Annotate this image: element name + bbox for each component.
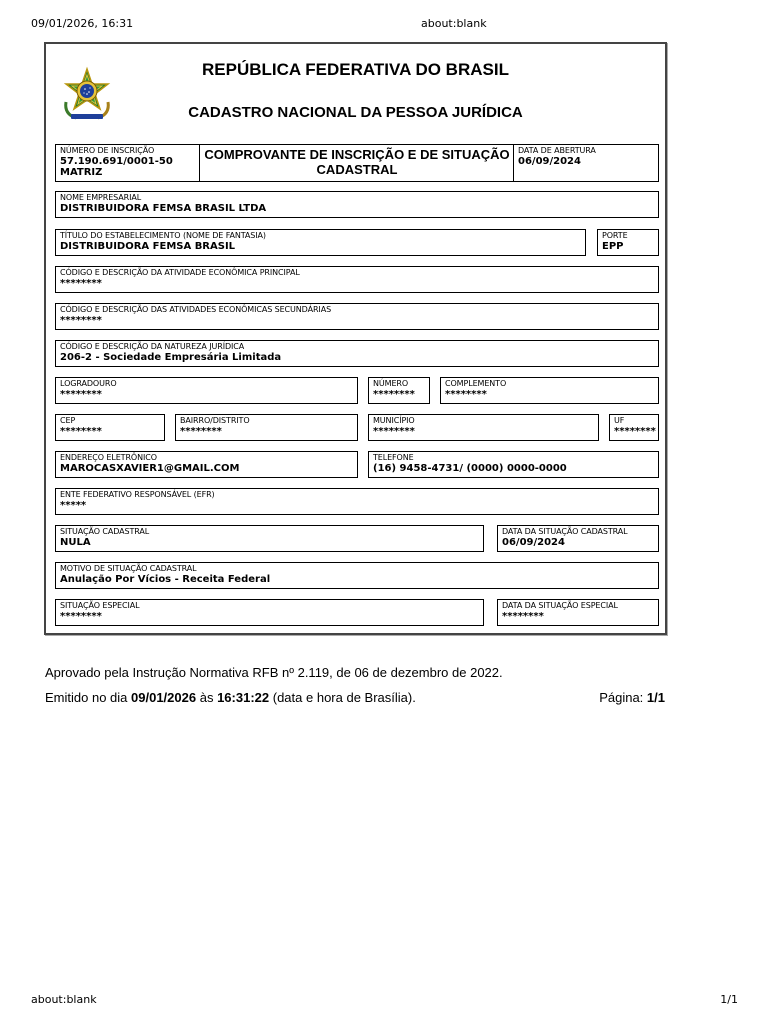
state-label: UF (614, 416, 625, 425)
legal-nature-label: CÓDIGO E DESCRIÇÃO DA NATUREZA JURÍDICA (60, 342, 245, 351)
secondary-activities-label: CÓDIGO E DESCRIÇÃO DAS ATIVIDADES ECONÔMICAS SECUNDÁRIAS (60, 305, 332, 314)
emission-note (45, 690, 416, 705)
registration-status-box (55, 525, 484, 552)
trade-name-box (55, 229, 586, 256)
special-status-date-box (497, 599, 659, 626)
email-box (55, 451, 358, 478)
opening-date-label: DATA DE ABERTURA (518, 146, 596, 155)
company-size-value: EPP (602, 241, 624, 252)
efr-box (55, 488, 659, 515)
emission-middle: às (199, 690, 214, 705)
emission-prefix: Emitido no dia (45, 690, 128, 705)
company-name-value: DISTRIBUIDORA FEMSA BRASIL LTDA (60, 203, 267, 214)
special-status-date-value: ******** (502, 611, 544, 622)
company-name-box (55, 191, 659, 218)
page-label: Página: (599, 690, 644, 705)
print-datetime: 09/01/2026, 16:31 (31, 17, 134, 30)
approval-note: Aprovado pela Instrução Normativa RFB nº 2.119, de 06 de dezembro de 2022. (45, 665, 503, 680)
city-value: ******** (373, 426, 415, 437)
main-activity-value: ******** (60, 278, 102, 289)
document-title-box (199, 144, 515, 182)
complement-box (440, 377, 659, 404)
trade-name-label: TÍTULO DO ESTABELECIMENTO (NOME DE FANTASIA) (60, 231, 266, 240)
status-date-label: DATA DA SITUAÇÃO CADASTRAL (502, 527, 628, 536)
efr-label: ENTE FEDERATIVO RESPONSÁVEL (EFR) (60, 490, 215, 499)
document-page-counter (599, 690, 665, 705)
registration-number-value: 57.190.691/0001-50 (60, 156, 173, 167)
special-status-date-label: DATA DA SITUAÇÃO ESPECIAL (502, 601, 618, 610)
complement-value: ******** (445, 389, 487, 400)
print-url-footer: about:blank (31, 993, 97, 1006)
cep-box (55, 414, 165, 441)
status-reason-label: MOTIVO DE SITUAÇÃO CADASTRAL (60, 564, 197, 573)
secondary-activities-box (55, 303, 659, 330)
cep-value: ******** (60, 426, 102, 437)
company-size-label: PORTE (602, 231, 628, 240)
email-value: MAROCASXAVIER1@GMAIL.COM (60, 463, 240, 474)
phone-label: TELEFONE (373, 453, 414, 462)
registration-status-value: NULA (60, 537, 91, 548)
status-date-box (497, 525, 659, 552)
document-title: COMPROVANTE DE INSCRIÇÃO E DE SITUAÇÃO CADASTRAL (204, 147, 510, 177)
emission-date: 09/01/2026 (131, 690, 197, 705)
efr-value: ***** (60, 500, 87, 511)
phone-box (368, 451, 659, 478)
complement-label: COMPLEMENTO (445, 379, 507, 388)
email-label: ENDEREÇO ELETRÔNICO (60, 453, 157, 462)
cnpj-certificate (44, 42, 667, 635)
registration-status-label: SITUAÇÃO CADASTRAL (60, 527, 150, 536)
registration-number-box (55, 144, 201, 182)
page-value: 1/1 (646, 690, 665, 705)
legal-nature-value: 206-2 - Sociedade Empresária Limitada (60, 352, 282, 363)
registry-subtitle: CADASTRO NACIONAL DA PESSOA JURÍDICA (188, 104, 523, 121)
street-label: LOGRADOURO (60, 379, 117, 388)
main-activity-box (55, 266, 659, 293)
phone-value: (16) 9458-4731/ (0000) 0000-0000 (373, 463, 567, 474)
status-reason-box (55, 562, 659, 589)
company-size-box (597, 229, 659, 256)
print-url-header: about:blank (421, 17, 487, 30)
street-value: ******** (60, 389, 102, 400)
registration-type-value: MATRIZ (60, 167, 103, 178)
special-status-box (55, 599, 484, 626)
city-label: MUNICÍPIO (373, 416, 415, 425)
city-box (368, 414, 599, 441)
cep-label: CEP (60, 416, 76, 425)
special-status-value: ******** (60, 611, 102, 622)
district-label: BAIRRO/DISTRITO (180, 416, 250, 425)
opening-date-value: 06/09/2024 (518, 156, 581, 167)
emission-time: 16:31:22 (217, 690, 270, 705)
state-value: ******** (614, 426, 656, 437)
status-date-value: 06/09/2024 (502, 537, 565, 548)
address-number-label: NÚMERO (373, 379, 409, 388)
secondary-activities-value: ******** (60, 315, 102, 326)
trade-name-value: DISTRIBUIDORA FEMSA BRASIL (60, 241, 236, 252)
address-number-value: ******** (373, 389, 415, 400)
address-number-box (368, 377, 430, 404)
district-value: ******** (180, 426, 222, 437)
status-reason-value: Anulação Por Vícios - Receita Federal (60, 574, 271, 585)
state-box (609, 414, 659, 441)
emission-suffix: (data e hora de Brasília). (272, 690, 416, 705)
opening-date-box (513, 144, 659, 182)
company-name-label: NOME EMPRESARIAL (60, 193, 142, 202)
republic-title: REPÚBLICA FEDERATIVA DO BRASIL (202, 60, 509, 79)
special-status-label: SITUAÇÃO ESPECIAL (60, 601, 140, 610)
main-activity-label: CÓDIGO E DESCRIÇÃO DA ATIVIDADE ECONÔMICA PRINCIPAL (60, 268, 300, 277)
print-page-number: 1/1 (720, 993, 738, 1006)
district-box (175, 414, 358, 441)
legal-nature-box (55, 340, 659, 367)
registration-number-label: NÚMERO DE INSCRIÇÃO (60, 146, 155, 155)
street-box (55, 377, 358, 404)
